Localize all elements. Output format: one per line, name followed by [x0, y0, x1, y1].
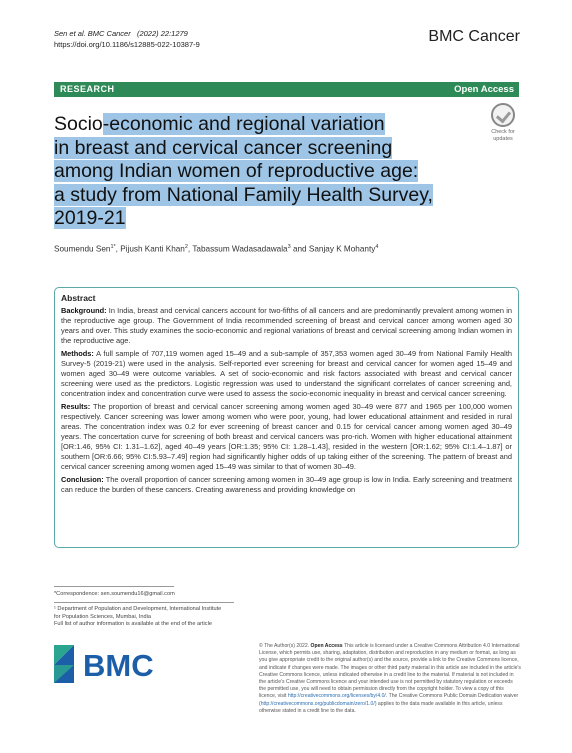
abstract-conclusion: Conclusion: The overall proportion of cancer screening among women in 30–49 age group is low in India. Early screening and treatment can reduce the burden of these cancers. Creating awareness and providing knowledge on: [61, 475, 512, 494]
section-banner: [54, 82, 519, 97]
journal-name: BMC Cancer: [428, 28, 520, 45]
title-line-5: 2019-21: [54, 207, 126, 229]
author[interactable]: Tabassum Wadasadawala: [192, 244, 288, 254]
divider: [54, 586, 174, 587]
logo-text: BMC: [83, 648, 154, 683]
doi-link[interactable]: https://doi.org/10.1186/s12885-022-10387-9: [54, 40, 200, 49]
abstract-background: Background: In India, breast and cervical cancers account for two-fifths of all cancers and are predominantly prevalent among women in the reproductive age group. The Government of India recommended screening of breast and cervical cancer among women aged 30 years and over. This study examines the socio-economic and regional variations of breast and cervical screening among Indian women in the reproductive age.: [61, 306, 512, 345]
title-line-1: [54, 113, 385, 135]
author[interactable]: Pijush Kanti Khan: [120, 244, 185, 254]
affiliation-line: for Population Sciences, Mumbai, India: [54, 613, 152, 620]
abstract-heading: Abstract: [61, 293, 96, 303]
check-text-1: Check for: [491, 129, 515, 135]
author-affil: 1*: [110, 244, 116, 250]
author-affil: 2: [184, 244, 188, 250]
check-for-updates-badge[interactable]: [486, 103, 520, 142]
license-text: © The Author(s) 2022. Open Access This article is licensed under a Creative Commons Attribution 4.0 International License, which permits use, sharing, adaptation, distribution and reproduction in any medium or format, as long as you give appropriate credit to the original author(s) and the source, provide a link to the Creative Commons licence, and indicate if changes were made. The images or other third party material in this article are included in the article's Creative Commons licence, unless indicated otherwise in a credit line to the material. If material is not included in the article's Creative Commons licence and your intended use is not permitted by statutory regulation or exceeds the permitted use, you will need to obtain permission directly from the copyright holder. To view a copy of this licence, visit http://creativecommons.org/licenses/by/4.0/. The Creative Commons Public Domain Dedication waiver (http://creativecommons.org/publicdomain/zero/1.0/) applies to the data made available in this article, unless otherwise stated in a credit line to the data.: [259, 643, 521, 714]
title-line-2: in breast and cervical cancer screening: [54, 136, 393, 159]
license-link[interactable]: http://creativecommons.org/licenses/by/4.0/: [287, 693, 386, 700]
title-line-1a: Socio: [54, 113, 103, 135]
section-label: RESEARCH: [60, 84, 115, 94]
author-affil: 4: [375, 244, 379, 250]
affiliation: [54, 606, 254, 629]
title-line-1b: -economic and regional variation: [102, 113, 385, 135]
open-access-label: Open Access: [454, 84, 514, 95]
author[interactable]: Sanjay K Mohanty: [308, 244, 376, 254]
citation: [54, 28, 200, 50]
check-text-2: updates: [493, 135, 513, 142]
divider: [54, 602, 234, 603]
abstract-box: [54, 287, 519, 548]
author-list: Soumendu Sen$^{1*}$, Pijush Kanti Khan$^2$, Tabassum Wadasadawala$^3$ and Sanjay K Mohanty$^4$: [54, 244, 379, 254]
abstract-methods: Methods: A full sample of 707,119 women aged 15–49 and a sub-sample of 357,353 women aged 30–49 from National Family Health Survey-5 (2019-21) were used in the analysis. Self-reported ever screening for breast and cervical cancer for women aged 15–49 and women aged 30–49 were outcome variables. A set of socio-economic and risk factors associated with breast and cervical cancer screening were used as the predictors. Logistic regression was used to understand the significant correlates of cancer screening and, concentration index and concentration curve were used to assess the socio-economic inequality in breast and cervical cancer screening.: [61, 349, 512, 398]
citation-year-volume: (2022) 22:1279: [136, 29, 188, 38]
author[interactable]: Soumendu Sen: [54, 244, 111, 254]
abstract-results: Results: The proportion of breast and cervical cancer screening among women aged 30–49 were 877 and 1965 per 100,000 women respectively. Cancer screening was lower among women who were poor, young, had lower educational attainment and resided in rural areas. The concentration index was 0.2 for ever screening of breast cancer and 0.15 for cervical cancer among women aged 30–49 years. The concertation curve for screening of both breast and cervical cancers was pro-rich. Women with higher educational attainment [OR:1.46, 95% CI: 1.31–1.62], aged 40–49 years [OR:1.35; 95% CI: 1.28–1.43], resided in the western [OR:1.62; 95% CI:1.4–1.87] or southern [OR:6.66; 95% CI:5.93–7.49] region had significantly higher odds of up taking either of the screening. The pattern of breast and cervical cancer screening among women aged 15–49 was similar to that of women 30–49.: [61, 402, 512, 471]
bmc-logo: [54, 645, 160, 683]
author-affil: 3: [287, 244, 291, 250]
title-line-3: among Indian women of reproductive age:: [54, 160, 419, 182]
citation-authors: Sen et al. BMC Cancer: [54, 29, 131, 38]
affiliation-line: Full list of author information is available at the end of the article: [54, 621, 212, 627]
bmc-logo-icon: [54, 645, 160, 683]
public-domain-link[interactable]: http://creativecommons.org/publicdomain/zero/1.0/: [260, 700, 375, 707]
correspondence[interactable]: *Correspondence: sen.soumendu16@gmail.com: [54, 591, 175, 597]
checkmark-icon: [491, 103, 515, 127]
article-title: [54, 113, 484, 231]
title-line-4: a study from National Family Health Survey,: [54, 183, 433, 206]
affiliation-line: ¹ Department of Population and Development, International Institute: [54, 606, 222, 612]
